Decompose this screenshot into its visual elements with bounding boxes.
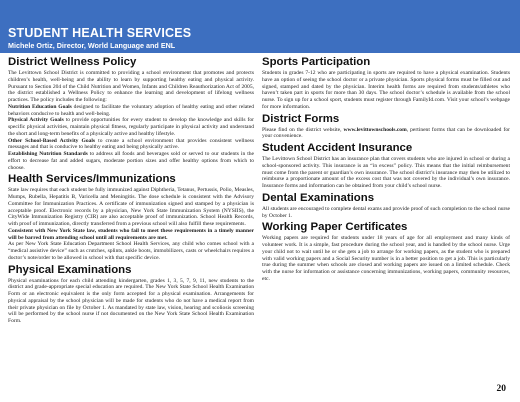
page-title: STUDENT HEALTH SERVICES — [8, 26, 192, 40]
wellness-heading: District Wellness Policy — [8, 56, 137, 68]
physicals-heading: Physical Examinations — [8, 263, 132, 276]
immunizations-section — [8, 173, 254, 261]
activity-label: Physical Activity Goals — [8, 117, 64, 124]
forms-text-a: Please find on the district website, — [262, 126, 344, 133]
standards-label: Establishing Nutrition Standards — [8, 151, 88, 157]
insurance-section — [262, 142, 510, 190]
nutrition-label: Nutrition Education Goals — [8, 103, 72, 110]
working-papers-paragraph: Working papers are required for students under 18 years of age for all employment and many kinds of volunteer work. It is a simple, fast procedure during the school year, and is handled by the school nurse. Urge your child not to wait until he or she gets a job to arrange for working papers, as the student who is prepared with valid working papers and a Social Security number is in a better position to get a job. This is particularly true during the summer when schools are closed and working papers are issued on a limited schedule. Check with the nurse for information or assistance concerning immunizations, working papers, community resources, etc. — [262, 235, 510, 282]
assistive-device-paragraph: As per New York State Education Department School Health Services, any child who comes school with a “medical assistive device” such as crutches, splints, ankle boots, immobilizers, casts or wheelchairs requires a doctor’s note/order to be allowed in school with that specific device. — [8, 241, 254, 261]
forms-section — [262, 113, 510, 141]
page-subtitle: Michele Ortiz, Director, World Language and ENL — [8, 41, 176, 50]
other-text: to create a school environment that provides consistent wellness messages and that is conducive to healthy eating and being physically active. — [8, 137, 254, 151]
physicals-section — [8, 264, 254, 325]
page-number: 20 — [496, 384, 506, 394]
physicals-paragraph: Physical examinations for each child attending kindergarten, grades 1, 3, 5, 7, 9, 11, new students to the district and grade-appropriate special education are required. The New York State School Health Examination Form or an electronic equivalent is the only form accepted for a physical examination. Arrangements for physical appraisal by the school physician will be made for students who do not have a medical report from their private physician on file by October 1. As mandated by state law, vision, hearing and scoliosis screening will be performed by the school nurse if not documented on the New York State School Health Examination Form. — [8, 277, 254, 324]
wellness-section — [8, 56, 254, 171]
sports-section — [262, 56, 510, 111]
working-papers-section — [262, 221, 510, 282]
district-website-link[interactable]: www.levittownschools.com — [343, 126, 407, 133]
nutrition-text: designed to facilitate the voluntary adoption of healthy eating and other related behaviors conducive to health and well-being. — [8, 103, 255, 117]
insurance-paragraph: The Levittown School District has an insurance plan that covers students who are injured in school or during a school-sponsored activity. This insurance is an “in excess” policy. This means that the initial reimbursement must come from the parent or guardian’s own insurance. The school district’s insurance may then be utilized to reimburse a proportionate amount of the excess cost that was not covered by the individual’s own insurance. Insurance forms and information can be obtained from your child’s school nurse. — [262, 156, 510, 189]
other-goals — [8, 138, 254, 152]
immunizations-paragraph: State law requires that each student be fully immunized against Diphtheria, Tetanus, Pertussis, Polio, Measles, Mumps, Rubella, Hepatitis B, Varicella and Meningitis. The dose schedule is consistent with the Advisory Committee for Immunization Practices. A certificate of immunization signed and stamped by a physician is acceptable proof. Electronic records by a physician, New York State Immunization System (NYSIIS), the CityWide Immunization Registry (CIR) are also acceptable proof of immunization. School Health Records, with proof of immunization, directly transferred from a previous school will also fulfill these requirements. — [8, 187, 254, 227]
left-column — [8, 55, 254, 325]
right-column — [262, 55, 510, 283]
working-papers-heading: Working Paper Certificates — [262, 221, 408, 234]
activity-text: to provide opportunities for every student to develop the knowledge and skills for specific physical activities, maintain physical fitness, regularly participate in physical activity and understand the short and long-term benefits of a physically active and healthy lifestyle. — [8, 117, 254, 137]
other-label: Other School-Based Activity Goals — [8, 137, 96, 144]
immunizations-heading: Health Services/Immunizations — [8, 173, 176, 186]
standards-text: to address all foods and beverages sold or served to our students in the effort to decrease fat and added sugars, moderate portion sizes and offer healthy options from which to choose. — [8, 151, 254, 171]
forms-paragraph — [262, 127, 510, 141]
dental-paragraph: All students are encouraged to complete dental exams and provide proof of such completion to the school nurse by October 1. — [262, 205, 510, 219]
forms-text-b: , pertinent forms that can be downloaded for your convenience. — [262, 126, 510, 140]
sports-heading: Sports Participation — [262, 56, 371, 68]
dental-heading: Dental Examinations — [262, 191, 375, 204]
activity-goals — [8, 117, 254, 137]
wellness-intro: The Levittown School District is committed to providing a school environment that promotes and protects children’s health, well-being and the ability to learn by supporting healthy eating and physical activity. Pursuant to Section 204 of the Child Nutrition and Women, Infants and Children Reauthorization Act of 2005, the district established a Wellness Policy to enhance the learning and development of lifelong wellness practices. The policy includes the following: — [8, 70, 254, 103]
forms-heading: District Forms — [262, 112, 340, 125]
insurance-heading: Student Accident Insurance — [262, 142, 413, 154]
nutrition-standards — [8, 151, 254, 171]
header-banner — [0, 0, 520, 53]
sports-paragraph: Students in grades 7-12 who are participating in sports are required to have a physical examination. Students have an option of seeing the school doctor or a private physician. Sports physical forms must be filled out and signed, stamped and dated by the physician. Interim health forms are required from students/athletes who haven’t taken part in sports for more than 30 days. The school doctor’s schedule is available from the school nurse. To sign up for a school sport, students must register through FamilyId.com. Visit your school’s webpage for more information. — [262, 70, 510, 110]
nutrition-goals — [8, 104, 254, 118]
dental-section — [262, 192, 510, 220]
immunizations-warning: Consistent with New York State law, students who fail to meet these requirements in a timely manner will be barred from attending school until all requirements are met. — [8, 227, 254, 241]
